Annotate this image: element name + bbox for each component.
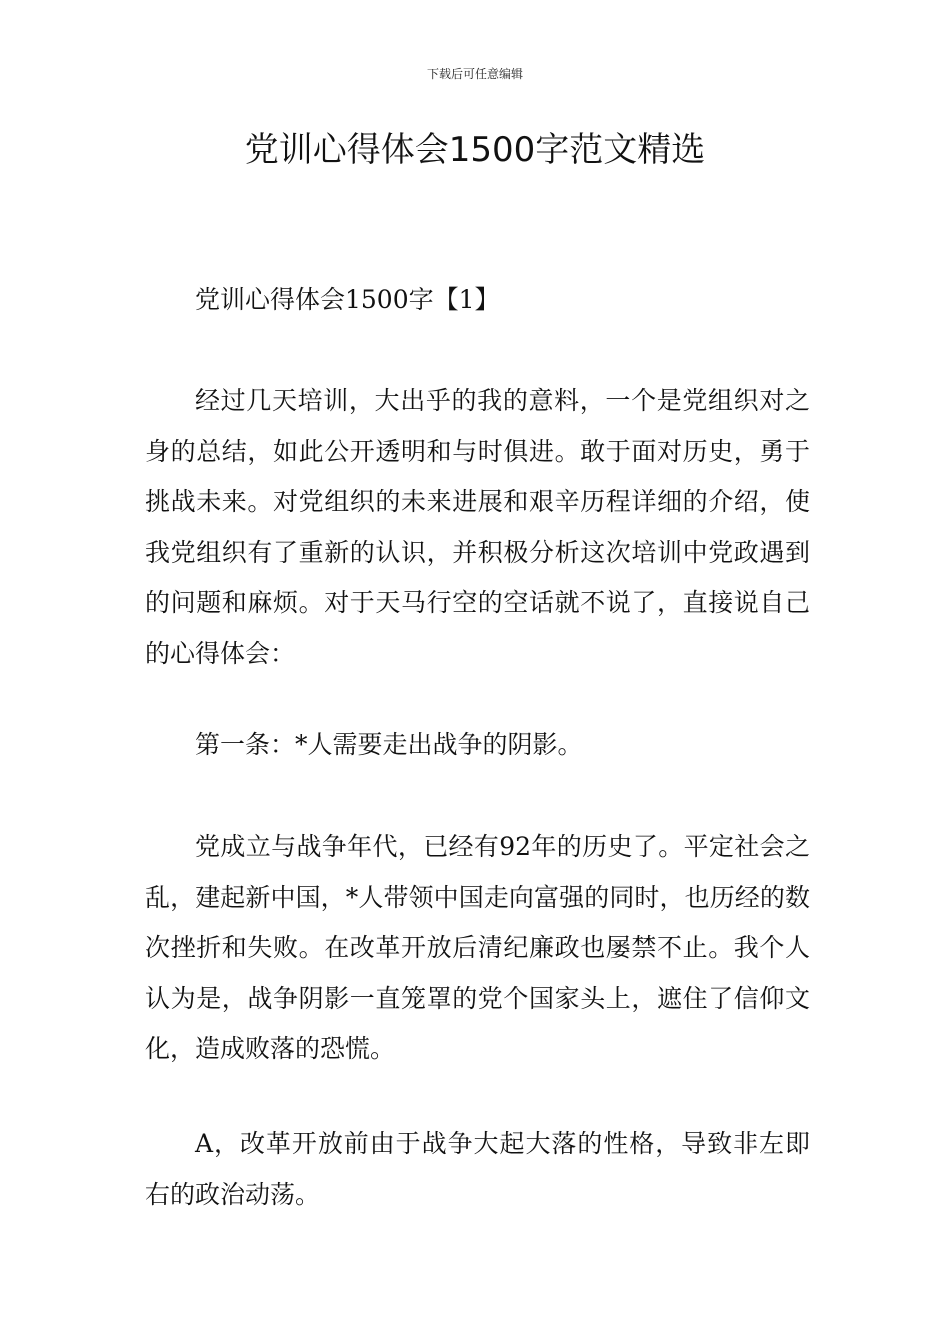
body-paragraph: 党成立与战争年代，已经有92年的历史了。平定社会之乱，建起新中国，*人带领中国走向富强的同时，也历经的数次挫折和失败。在改革开放后清纪廉政也屡禁不止。我个人认为是，战争阴影一直笼罩的党个国家头上，遮住了信仰文化，造成败落的恐慌。 <box>145 832 810 1063</box>
rule-heading: 第一条：*人需要走出战争的阴影。 <box>195 730 583 759</box>
body-paragraph: A，改革开放前由于战争大起大落的性格，导致非左即右的政治动荡。 <box>145 1129 810 1209</box>
section-heading: 党训心得体会1500字【1】 <box>195 285 500 314</box>
header-note: 下载后可任意编辑 <box>426 67 523 81</box>
document-title: 党训心得体会1500字范文精选 <box>244 130 706 170</box>
body-paragraph: 经过几天培训，大出乎的我的意料，一个是党组织对之身的总结，如此公开透明和与时俱进。敢于面对历史，勇于挑战未来。对党组织的未来进展和艰辛历程详细的介绍，使我党组织有了重新的认识，并积极分析这次培训中党政遇到的问题和麻烦。对于天马行空的空话就不说了，直接说自己的心得体会： <box>145 386 810 668</box>
